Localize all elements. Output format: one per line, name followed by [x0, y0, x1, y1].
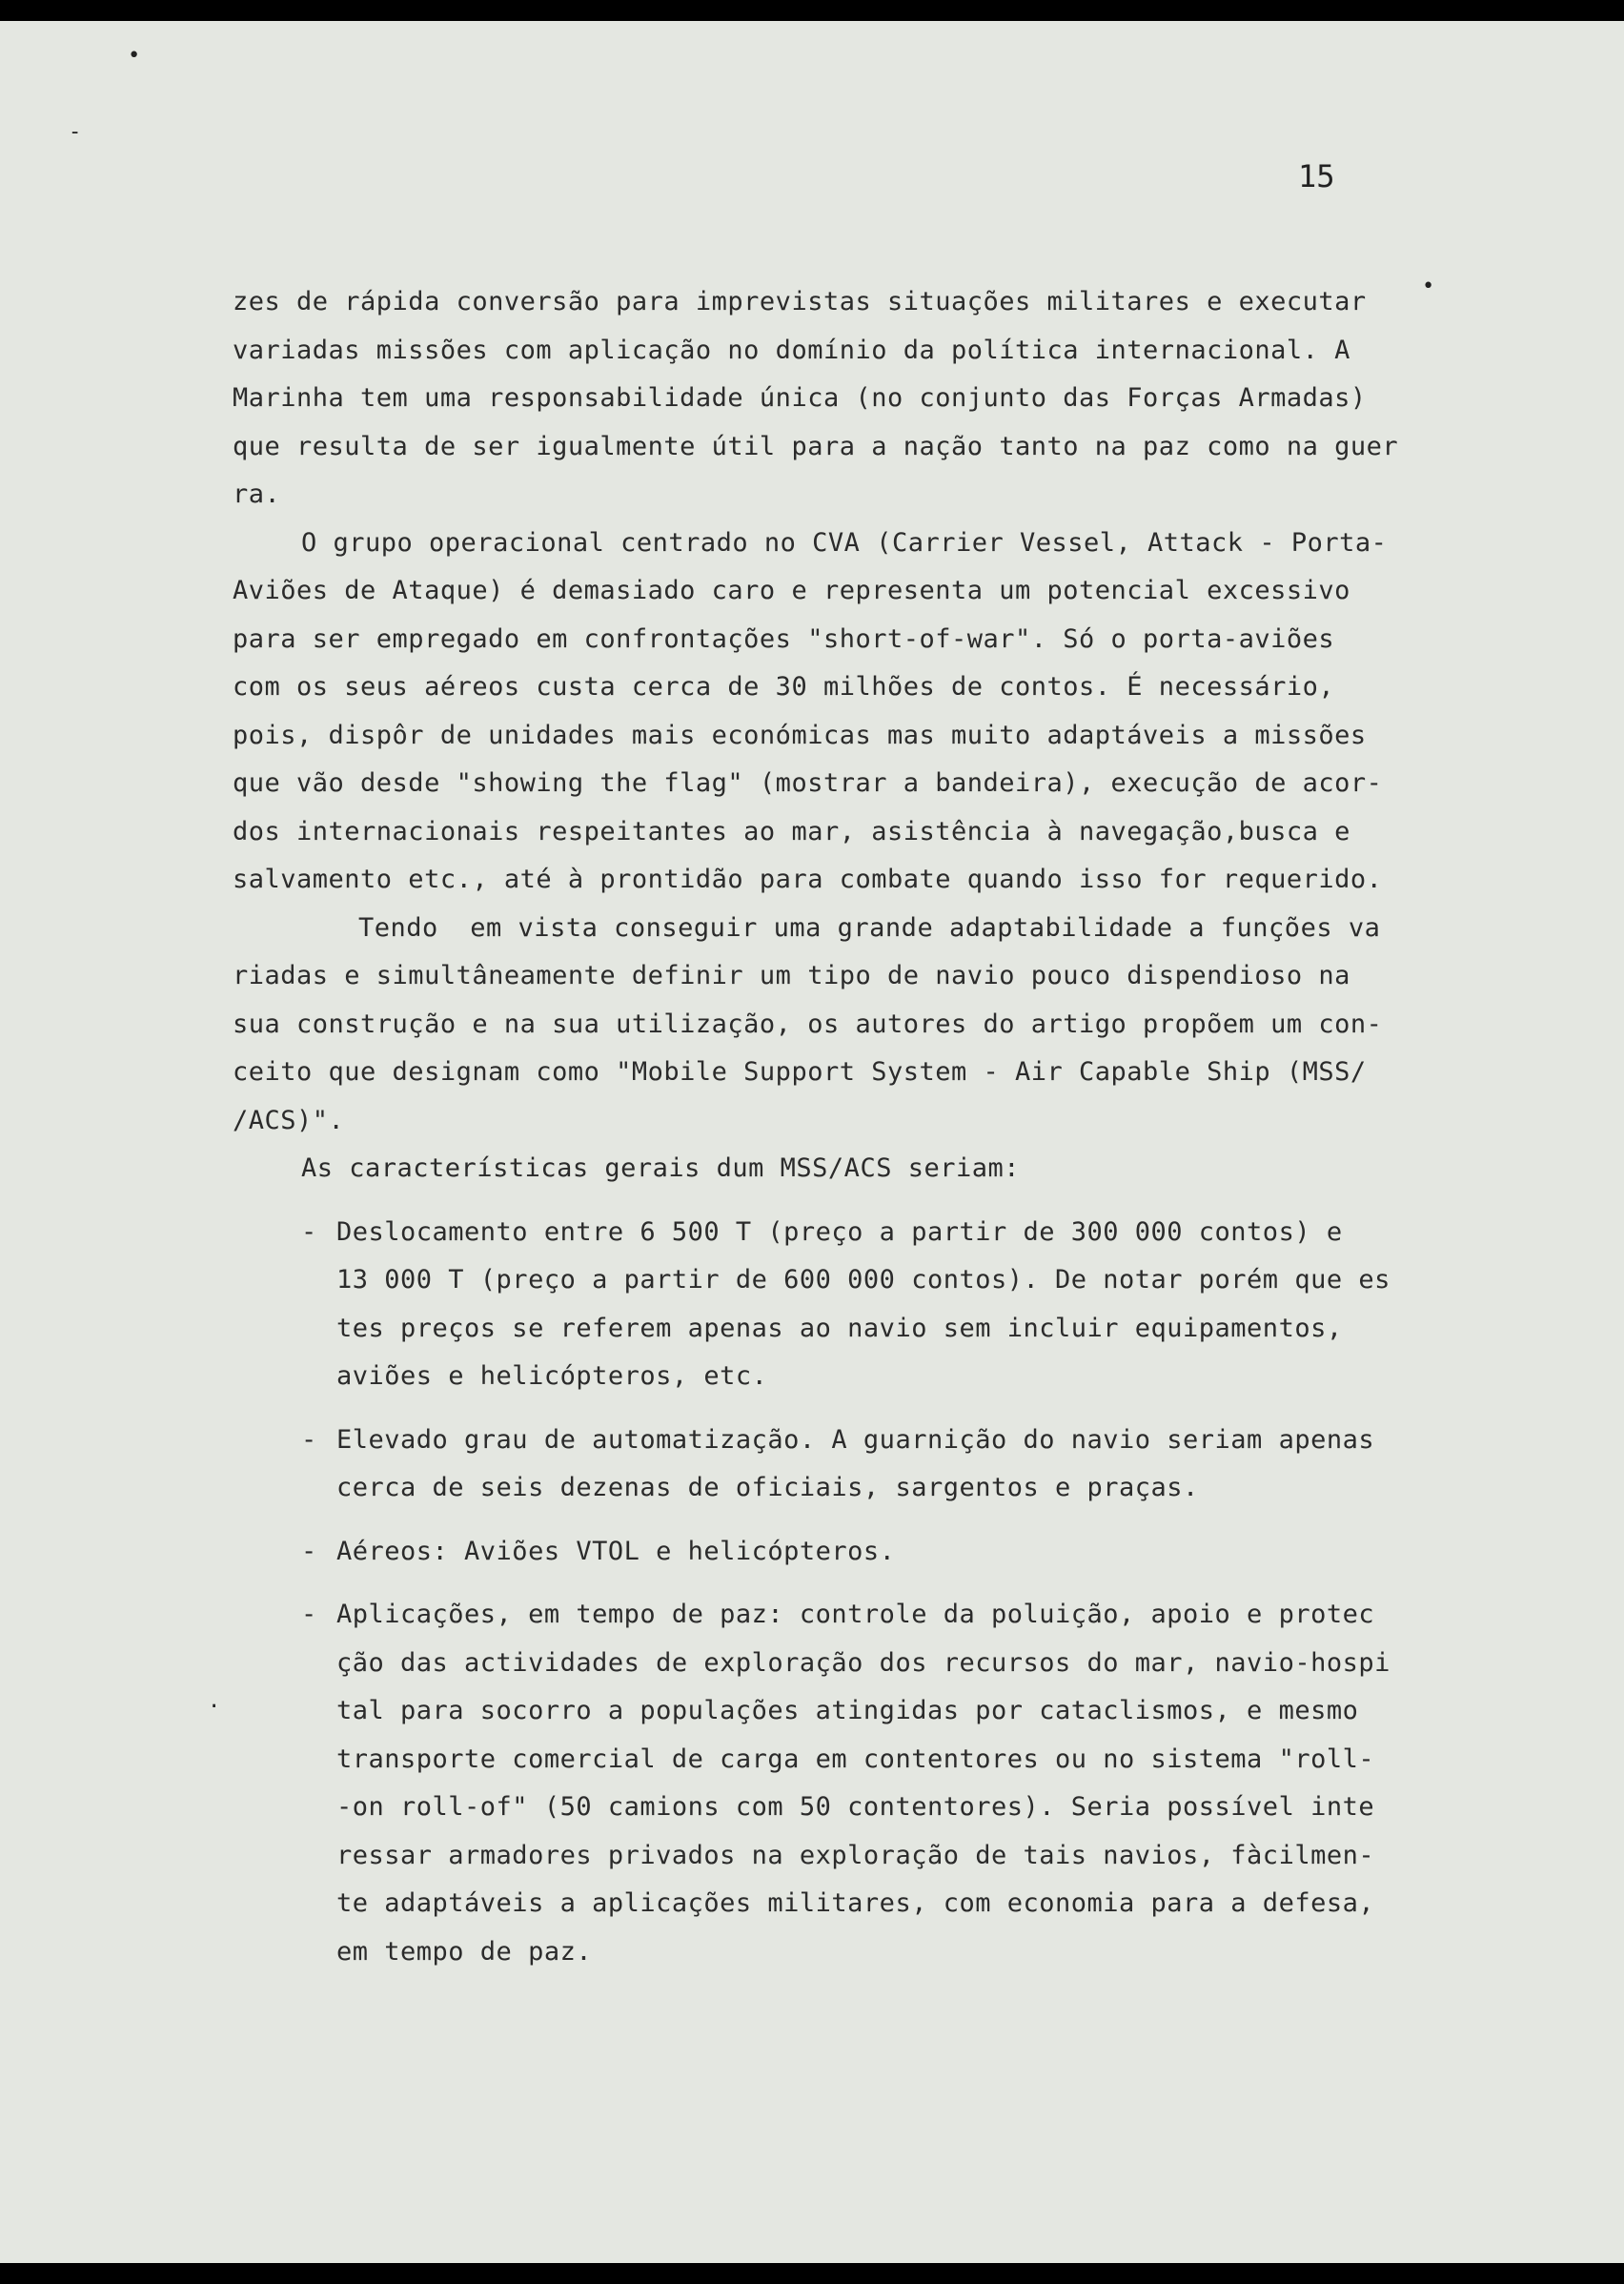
paragraph-line: salvamento etc., até à prontidão para combate quando isso for requerido. — [233, 865, 1383, 894]
list-item-line: ressar armadores privados na exploração de tais navios, fàcilmen- — [336, 1840, 1375, 1870]
paragraph-line: que vão desde "showing the flag" (mostrar a bandeira), execução de acor- — [233, 768, 1383, 798]
paragraph-1 — [233, 275, 1472, 520]
paragraph-line: Aviões de Ataque) é demasiado caro e representa um potencial excessivo — [233, 576, 1350, 605]
paragraph-line: que resulta de ser igualmente útil para a nação tanto na paz como na guer — [233, 431, 1399, 461]
list-item-dash: - — [301, 1424, 317, 1455]
paragraph-line: pois, dispôr de unidades mais económicas mas muito adaptáveis a missões — [233, 720, 1367, 750]
list-item-line: Elevado grau de automatização. A guarnição do navio seriam apenas — [336, 1424, 1375, 1455]
margin-mark-dot-left: . — [208, 1689, 221, 1713]
list-item-line: -on roll-of" (50 camions com 50 contentores). Seria possível inte — [336, 1792, 1375, 1822]
margin-mark-dot-right: • — [1422, 275, 1435, 298]
list-item-line: cerca de seis dezenas de oficiais, sargentos e praças. — [336, 1473, 1199, 1502]
paragraph-line: variadas missões com aplicação no domínio da política internacional. A — [233, 335, 1350, 365]
list-item-dash: - — [301, 1600, 317, 1629]
list-item-line: tes preços se referem apenas ao navio sem incluir equipamentos, — [336, 1313, 1343, 1343]
list-item-dash: - — [301, 1216, 317, 1247]
paragraph-line: com os seus aéreos custa cerca de 30 milhões de contos. É necessário, — [233, 672, 1335, 702]
page-number: 15 — [1298, 158, 1335, 194]
list-item-line: Aéreos: Aviões VTOL e helicópteros. — [336, 1536, 896, 1566]
list-item-dash: - — [301, 1536, 317, 1566]
list-item-line: transporte comercial de carga em contentores ou no sistema "roll- — [336, 1744, 1375, 1774]
list-item — [233, 1417, 1472, 1513]
paragraph-line: /ACS)". — [233, 1105, 345, 1135]
list-item-line: Aplicações, em tempo de paz: controle da poluição, apoio e protec — [336, 1600, 1375, 1629]
paragraph-line: O grupo operacional centrado no CVA (Carrier Vessel, Attack - Porta- — [301, 527, 1388, 558]
paragraph-line: sua construção e na sua utilização, os autores do artigo propõem um con- — [233, 1009, 1383, 1039]
list-item-line: tal para socorro a populações atingidas por cataclismos, e mesmo — [336, 1696, 1359, 1725]
document-body — [233, 275, 1472, 1976]
paragraph-line: riadas e simultâneamente definir um tipo de navio pouco dispendioso na — [233, 961, 1350, 990]
list-item-line: te adaptáveis a aplicações militares, com economia para a defesa, — [336, 1888, 1375, 1918]
paragraph-3 — [233, 905, 1472, 1146]
paragraph-line: Tendo em vista conseguir uma grande adaptabilidade a funções va — [358, 912, 1381, 943]
list-item-line: ção das actividades de exploração dos recursos do mar, navio-hospi — [336, 1647, 1391, 1678]
list-item-line: 13 000 T (preço a partir de 600 000 contos). De notar porém que es — [336, 1265, 1391, 1295]
paragraph-line: Marinha tem uma responsabilidade única (no conjunto das Forças Armadas) — [233, 383, 1367, 413]
paragraph-2 — [233, 520, 1472, 905]
paragraph-line: ra. — [233, 479, 281, 509]
paragraph-line: ceito que designam como "Mobile Support System - Air Capable Ship (MSS/ — [233, 1057, 1367, 1087]
paragraph-line: para ser empregado em confrontações "short-of-war". Só o porta-aviões — [233, 623, 1335, 654]
margin-mark-dot: • — [128, 44, 141, 68]
paragraph-line: dos internacionais respeitantes ao mar, asistência à navegação,busca e — [233, 816, 1350, 846]
list-item-line: aviões e helicópteros, etc. — [336, 1361, 768, 1391]
list-item — [233, 1528, 1472, 1577]
margin-mark-dash: - — [69, 120, 82, 144]
list-intro: As características gerais dum MSS/ACS seriam: — [301, 1153, 1020, 1183]
list-item-line: em tempo de paz. — [336, 1936, 593, 1967]
paragraph-line: zes de rápida conversão para imprevistas situações militares e executar — [233, 287, 1367, 316]
list-item-line: Deslocamento entre 6 500 T (preço a partir de 300 000 contos) e — [336, 1216, 1343, 1247]
list-item — [233, 1209, 1472, 1401]
list-item — [233, 1591, 1472, 1976]
